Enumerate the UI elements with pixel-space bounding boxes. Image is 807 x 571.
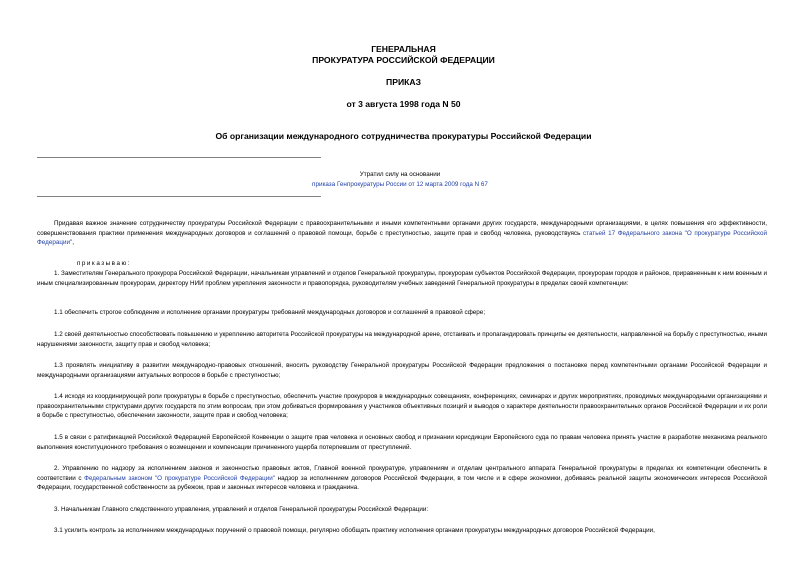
order-word: приказываю: bbox=[77, 260, 131, 267]
paragraph-1-1: 1.1 обеспечить строгое соблюдение и исполнение органами прокуратуры требований международных договоров и соглашений в правовой сфере; bbox=[54, 309, 486, 316]
document-title: Об организации международного сотрудничества прокуратуры Российской Федерации bbox=[215, 131, 592, 141]
separator-top bbox=[37, 157, 321, 158]
status-note-link[interactable] bbox=[290, 180, 510, 190]
org-name-line1: ГЕНЕРАЛЬНАЯ bbox=[371, 44, 436, 54]
document-type: ПРИКАЗ bbox=[386, 77, 421, 87]
paragraph-3-1: 3.1 усилить контроль за исполнением международных поручений о правовой помощи, регулярно обобщать практику исполнения органами прокуратуры международных договоров Российской Федерации, bbox=[54, 527, 655, 534]
paragraph-1: 1. Заместителям Генерального прокурора Российской Федерации, начальникам управлений и отделов Генеральной прокуратуры, прокурорам субъектов Российской Федерации, прокурорам городов и районов, приравненным к ним военным и иным специализированным прокурорам, директору НИИ проблем укрепления законности и правопорядка, руководителям учебных заведений Генеральной прокуратуры в пределах своей компетенции: bbox=[37, 270, 767, 287]
paragraph-1-5: 1.5 в связи с ратификацией Российской Федерацией Европейской Конвенции о защите прав человека и основных свобод и признании юрисдикции Европейского суда по правам человека принять участие в разработке механизма реального выполнения конституционного требования о возмещении и компенсации причиненного ущерба потерпевшим от преступлений. bbox=[37, 434, 767, 451]
paragraph-3: 3. Начальникам Главного следственного управления, управлений и отделов Генеральной прокуратуры Российской Федерации: bbox=[54, 506, 429, 513]
org-name-line2: ПРОКУРАТУРА РОССИЙСКОЙ ФЕДЕРАЦИИ bbox=[312, 55, 495, 65]
paragraph-1-2: 1.2 своей деятельностью способствовать повышению и укреплению авторитета Российской прокуратуры на международной арене, отстаивать и пропагандировать принципы ее деятельности, направленной на борьбу с преступностью, иными нарушениями законности, защиту прав и свобод человека; bbox=[37, 331, 767, 348]
intro-paragraph: Придавая важное значение сотрудничеству прокуратуры Российской Федерации с правоохранительными и иными компетентными органами других государств, международными организациями, в целях повышения его эффективности, совершенствования практики применения международных договоров и соглашений о правовой помощи, борьбе с преступностью, защите прав и свобод человека, руководствуясь статьей 17 Федерального закона "О прокуратуре Российской Федерации", bbox=[37, 220, 767, 246]
paragraph-2: 2. Управлению по надзору за исполнением законов и законностью правовых актов, Главной военной прокуратуре, управлениям и отделам центрального аппарата Генеральной прокуратуры в пределах их компетенции обеспечить в соответствии с Федеральным законом "О прокуратуре Российской Федерации" надзор за исполнением договоров Российской Федерации, в том числе и в сфере экономики, добиваясь реальной защиты экономических интересов Российской Федерации, государственной собственности за рубежом, прав и законных интересов человека и гражданина. bbox=[37, 465, 767, 491]
prosecution-law-link[interactable]: Федеральным законом "О прокуратуре Российской Федерации" bbox=[84, 474, 276, 482]
law-article-link[interactable]: статьей 17 Федерального закона "О прокуратуре Российской Федерации" bbox=[37, 229, 767, 246]
separator-bottom bbox=[37, 196, 321, 197]
repeal-order-link[interactable]: приказа Генпрокуратуры России от 12 марта 2009 года N 67 bbox=[312, 181, 488, 188]
status-note-line1: Утратил силу на основании bbox=[359, 171, 441, 178]
paragraph-1-3: 1.3 проявлять инициативу в развитии международно-правовых отношений, вносить руководству Генеральной прокуратуры Российской Федерации предложения о постановке перед компетентными органами Российской Федерации и международными организациями актуальных вопросов в борьбе с преступностью; bbox=[37, 362, 767, 379]
paragraph-1-4: 1.4 исходя из координирующей роли прокуратуры в борьбе с преступностью, обеспечить участие прокуроров в международных совещаниях, конференциях, семинарах и других мероприятиях, проводимых международными организациями и правоохранительными структурами других государств по этим вопросам, при этом добиваться формирования у участников объективных позиций и выводов о характере деятельности правоохранительных органов Российской Федерации и их роли в борьбе с преступностью, обеспечении законности, защите прав и свобод человека; bbox=[37, 393, 767, 419]
document-date: от 3 августа 1998 года N 50 bbox=[346, 99, 461, 109]
